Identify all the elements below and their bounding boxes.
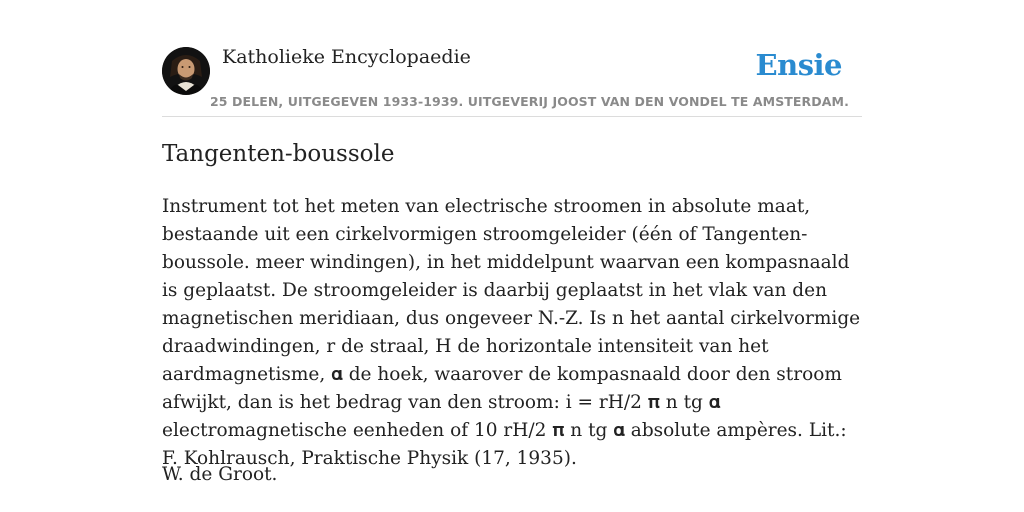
site-title[interactable]: Katholieke Encyclopaedie: [222, 46, 471, 68]
portrait-avatar-icon[interactable]: [162, 47, 210, 95]
site-subtitle: 25 DELEN, UITGEGEVEN 1933-1939. UITGEVERIJ JOOST VAN DEN VONDEL TE AMSTERDAM.: [210, 94, 849, 109]
page: [162, 0, 862, 485]
article-title: Tangenten-boussole: [162, 141, 395, 167]
brand-logo[interactable]: Ensie: [755, 48, 842, 82]
site-header: [162, 0, 862, 117]
article-author: W. de Groot.: [162, 464, 278, 485]
article-body: Instrument tot het meten van electrische stroomen in absolute maat, bestaande uit een cirkelvormigen stroomgeleider (één of Tangenten-boussole. meer windingen), in het middelpunt waarvan een kompasnaald is geplaatst. De stroomgeleider is daarbij geplaatst in het vlak van den magnetischen meridiaan, dus ongeveer N.-Z. Is n het aantal cirkelvormige draadwindingen, r de straal, H de horizontale intensiteit van het aardmagnetisme, 𝛂 de hoek, waarover de kompasnaald door den stroom afwijkt, dan is het bedrag van den stroom: i = rH/2 𝛑 n tg 𝛂 electromagnetische eenheden of 10 rH/2 𝛑 n tg 𝛂 absolute ampères. Lit.: F. Kohlrausch, Praktische Physik (17, 1935).: [162, 196, 861, 469]
